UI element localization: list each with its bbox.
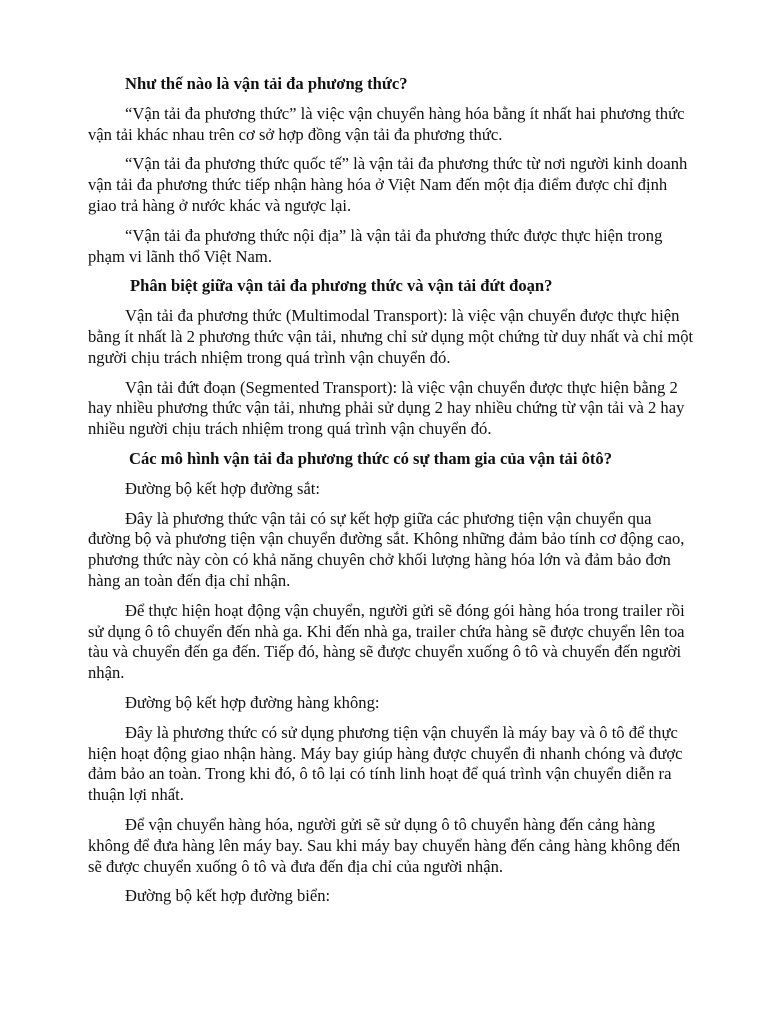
paragraph-road-air-process: Để vận chuyển hàng hóa, người gửi sẽ sử dụng ô tô chuyển hàng đến cảng hàng không để đưa hàng lên máy bay. Sau khi máy bay chuyển hàng đến cảng hàng không đến sẽ được chuyển xuống ô tô và đưa đến địa chỉ của người nhận. (88, 814, 681, 876)
section-heading-multimodal-definition: Như thế nào là vận tải đa phương thức? (125, 74, 408, 93)
paragraph-road-air-description: Đây là phương thức có sử dụng phương tiện vận chuyển là máy bay và ô tô để thực hiện hoạt động giao nhận hàng. Máy bay giúp hàng được chuyển đi nhanh chóng và được đảm bảo an toàn. Trong khi đó, ô tô lại có tính linh hoạt để quá trình vận chuyển diễn ra thuận lợi nhất. (88, 722, 683, 805)
subheading-road-rail: Đường bộ kết hợp đường sắt: (125, 478, 321, 498)
section-heading-comparison: Phân biệt giữa vận tải đa phương thức và vận tải đứt đoạn? (130, 276, 553, 296)
paragraph-road-rail-process: Để thực hiện hoạt động vận chuyển, người gửi sẽ đóng gói hàng hóa trong trailer rồi sử dụng ô tô chuyển đến nhà ga. Khi đến nhà ga, trailer chứa hàng sẽ được chuyển lên toa tàu và chuyển đến ga đến. Tiếp đó, hàng sẽ được chuyển xuống ô tô và chuyển đến người nhận. (88, 600, 685, 683)
paragraph-segmented-transport: Vận tải đứt đoạn (Segmented Transport): là việc vận chuyển được thực hiện bằng 2 hay nhiều phương thức vận tải, nhưng phải sử dụng 2 hay nhiều chứng từ vận tải và 2 hay nhiều người chịu trách nhiệm trong quá trình vận chuyển đó. (88, 377, 685, 439)
document-body (88, 74, 694, 916)
paragraph-domestic-multimodal: “Vận tải đa phương thức nội địa” là vận tải đa phương thức được thực hiện trong phạm vi lãnh thổ Việt Nam. (88, 225, 663, 266)
paragraph-multimodal-definition: “Vận tải đa phương thức” là việc vận chuyển hàng hóa bằng ít nhất hai phương thức vận tải khác nhau trên cơ sở hợp đồng vận tải đa phương thức. (88, 103, 685, 144)
subheading-road-sea: Đường bộ kết hợp đường biển: (125, 886, 331, 906)
paragraph-international-multimodal: “Vận tải đa phương thức quốc tế” là vận tải đa phương thức từ nơi người kinh doanh vận tải đa phương thức tiếp nhận hàng hóa ở Việt Nam đến một địa điểm được chỉ định giao trả hàng ở nước khác và ngược lại. (88, 154, 688, 215)
paragraph-multimodal-transport: Vận tải đa phương thức (Multimodal Transport): là việc vận chuyển được thực hiện bằng ít nhất là 2 phương thức vận tải, nhưng chỉ sử dụng một chứng từ duy nhất và chỉ một người chịu trách nhiệm trong quá trình vận chuyển đó. (88, 306, 694, 367)
subheading-road-air: Đường bộ kết hợp đường hàng không: (125, 692, 380, 712)
paragraph-road-rail-description: Đây là phương thức vận tải có sự kết hợp giữa các phương tiện vận chuyển qua đường bộ và phương tiện vận chuyển đường sắt. Không những đảm bảo tính cơ động cao, phương thức này còn có khả năng chuyên chở khối lượng hàng hóa lớn và đảm bảo đơn hàng an toàn đến địa chỉ nhận. (88, 508, 685, 590)
section-heading-road-models: Các mô hình vận tải đa phương thức có sự tham gia của vận tải ôtô? (129, 448, 612, 468)
